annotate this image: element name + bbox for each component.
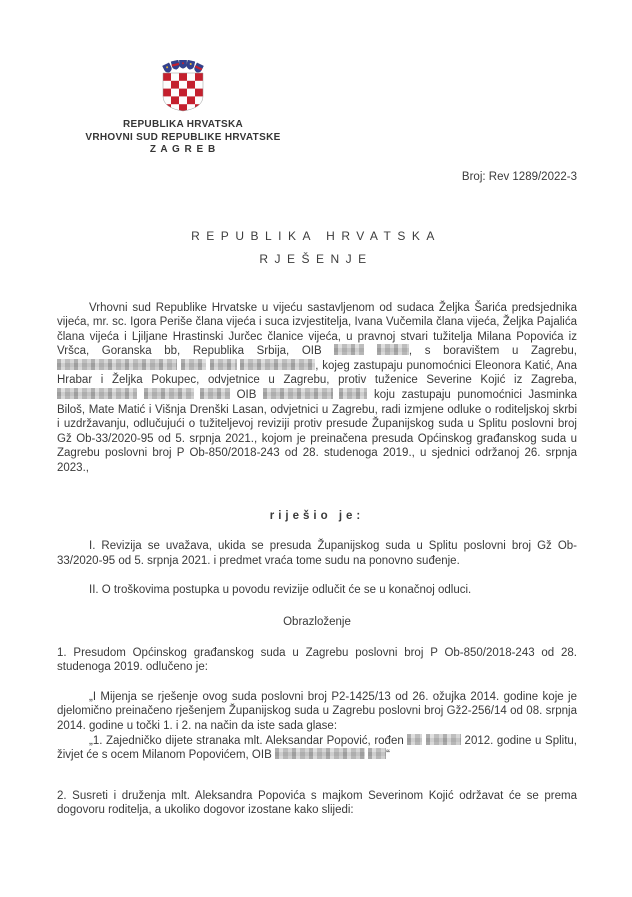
redacted-text [263, 388, 333, 399]
decision-heading: riješio je: [269, 509, 365, 522]
letterhead-country: REPUBLIKA HRVATSKA [122, 119, 244, 130]
letterhead-court: VRHOVNI SUD REPUBLIKE HRVATSKE [85, 131, 281, 143]
title-ruling-type: RJEŠENJE [259, 251, 373, 266]
letterhead [57, 0, 309, 157]
redacted-text [240, 359, 315, 370]
redacted-text [275, 748, 365, 759]
redacted-text [57, 359, 177, 370]
redacted-text [377, 344, 409, 355]
decision-point-2: II. O troškovima postupka u povodu revizije odlučit će se u konačnoj odluci. [89, 584, 472, 597]
title-country: REPUBLIKA HRVATSKA [191, 228, 441, 243]
reasoning-para-1: 1. Presudom Općinskog građanskog suda u Zagrebu poslovni broj P Ob-850/2018-243 od 28. studenoga 2019. odlučeno je: [57, 646, 577, 674]
reasoning-heading: Obrazloženje [283, 616, 351, 628]
redacted-text [334, 344, 364, 355]
redacted-text [339, 388, 367, 399]
redacted-text [368, 748, 386, 759]
redacted-text [426, 734, 461, 745]
redacted-text [200, 388, 230, 399]
croatia-coat-of-arms-icon [161, 60, 205, 112]
case-number: Broj: Rev 1289/2022-3 [461, 170, 577, 183]
reasoning-para-2: 2. Susreti i druženja mlt. Aleksandra Popovića s majkom Severinom Kojić održavat će se prema dogovoru roditelja, a ukoliko dogovor izostane kako slijedi: [57, 789, 577, 817]
quote-para-1: „I Mijenja se rješenje ovog suda poslovni broj P2-1425/13 od 26. ožujka 2014. godine koje je djelomično preinačeno rješenjem Županijskog suda u Zagrebu poslovni broj Gž2-256/14 od 08. srpnja 2014. godine u točki 1. i 2. na način da iste sada glase: [57, 690, 577, 732]
redacted-text [57, 388, 137, 399]
quote-para-2: „1. Zajedničko dijete stranaka mlt. Aleksandar Popović, rođen 2012. godine u Splitu, živjet će s ocem Milanom Popovićem, OIB “ [57, 734, 578, 762]
document-body [57, 301, 577, 818]
redacted-text [181, 359, 206, 370]
redacted-text [144, 388, 194, 399]
redacted-text [407, 734, 422, 745]
letterhead-city: Z A G R E B [149, 144, 217, 155]
intro-paragraph: Vrhovni sud Republike Hrvatske u vijeću sastavljenom od sudaca Željka Šarića predsjednika vijeća, mr. sc. Igora Periše člana vijeća i suca izvjestitelja, Ivana Vučemila člana vijeća, Željka Pajalića člana vijeća i Ljiljane Hrastinski Jurčec članice vijeća, u pravnoj stvari tužitelja Milana Popovića iz Vršca, Goranska bb, Republika Srbija, OIB , s boravištem u Zagrebu, , kojeg zastupaju punomoćnici Eleonora Katić, Ana Hrabar i Željka Pokupec, odvjetnice u Zagrebu, protiv tuženice Severine Kojić iz Zagreba, OIB koju zastupaju punomoćnici Jasminka Biloš, Mate Matić i Višnja Drenški Lasan, odvjetnici u Zagrebu, radi izmjene odluke o roditeljskoj skrbi i uzdržavanju, odlučujući o tužiteljevoj reviziji protiv presude Županijskog suda u Splitu poslovni broj Gž Ob-33/2020-95 od 5. srpnja 2021., kojom je preinačena presuda Općinskog građanskog suda u Zagrebu poslovni broj P Ob-850/2018-243 od 28. studenoga 2019., u sjednici održanoj 26. srpnja 2023., [57, 301, 577, 475]
document-title [0, 225, 632, 271]
redacted-text [210, 359, 237, 370]
decision-point-1: I. Revizija se uvažava, ukida se presuda Županijskog suda u Splitu poslovni broj Gž Ob-33/2020-95 od 5. srpnja 2021. i predmet vraća tome sudu na ponovno suđenje. [57, 540, 577, 567]
